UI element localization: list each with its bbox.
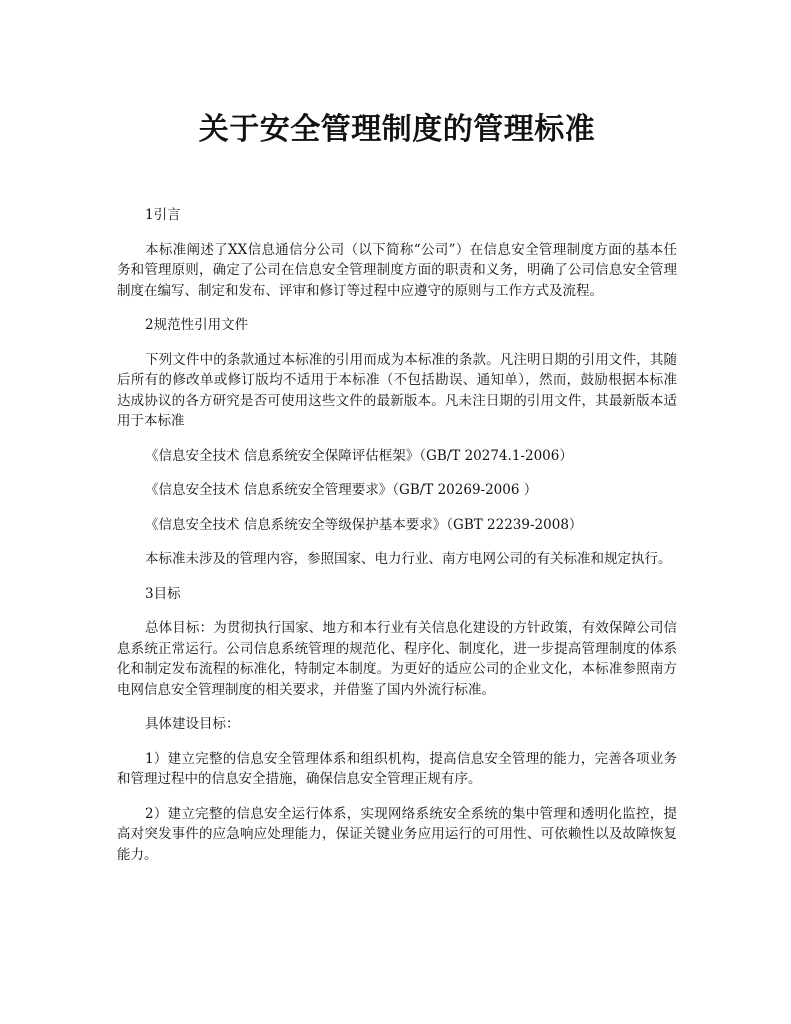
section-heading-introduction: 1引言 — [145, 207, 181, 223]
section-heading-normative-references: 2规范性引用文件 — [145, 317, 249, 333]
paragraph-references-intro: 下列文件中的条款通过本标准的引用而成为本标准的条款。凡注明日期的引用文件，其随后所有的修改单或修订版均不适用于本标准（不包括勘误、通知单），然而，鼓励根据本标准达成协议的各方研究是否可使用这些文件的最新版本。凡未注日期的引用文件，其最新版本适用于本标准 — [117, 351, 677, 429]
goal-item-2: 2）建立完整的信息安全运行体系，实现网络系统安全系统的集中管理和透明化监控，提高对突发事件的应急响应处理能力，保证关键业务应用运行的可用性、可依赖性以及故障恢复能力。 — [117, 805, 677, 863]
paragraph-references-note: 本标准未涉及的管理内容，参照国家、电力行业、南方电网公司的有关标准和规定执行。 — [145, 551, 672, 567]
document-page — [117, 110, 677, 879]
document-title: 关于安全管理制度的管理标准 — [198, 112, 596, 147]
paragraph-introduction: 本标准阐述了XX信息通信分公司（以下简称“公司”）在信息安全管理制度方面的基本任务和管理原则，确定了公司在信息安全管理制度方面的职责和义务，明确了公司信息安全管理制度在编写、制定和发布、评审和修订等过程中应遵守的原则与工作方式及流程。 — [117, 241, 677, 299]
paragraph-specific-goals-label: 具体建设目标： — [145, 716, 240, 732]
reference-item-2: 《信息安全技术 信息系统安全管理要求》（GB/T 20269-2006 ） — [145, 482, 538, 498]
reference-item-3: 《信息安全技术 信息系统安全等级保护基本要求》（GBT 22239-2008） — [145, 516, 583, 533]
goal-item-1: 1）建立完整的信息安全管理体系和组织机构，提高信息安全管理的能力，完善各项业务和管理过程中的信息安全措施，确保信息安全管理正规有序。 — [117, 750, 677, 787]
paragraph-overall-goal: 总体目标：为贯彻执行国家、地方和本行业有关信息化建设的方针政策，有效保障公司信息系统正常运行。公司信息系统管理的规范化、程序化、制度化，进一步提高管理制度的体系化和制定发布流程的标准化，特制定本制度。为更好的适应公司的企业文化，本标准参照南方电网信息安全管理制度的相关要求，并借鉴了国内外流行标准。 — [117, 620, 677, 698]
section-heading-goals: 3目标 — [145, 585, 181, 602]
reference-item-1: 《信息安全技术 信息系统安全保障评估框架》（GB/T 20274.1-2006） — [145, 447, 573, 464]
